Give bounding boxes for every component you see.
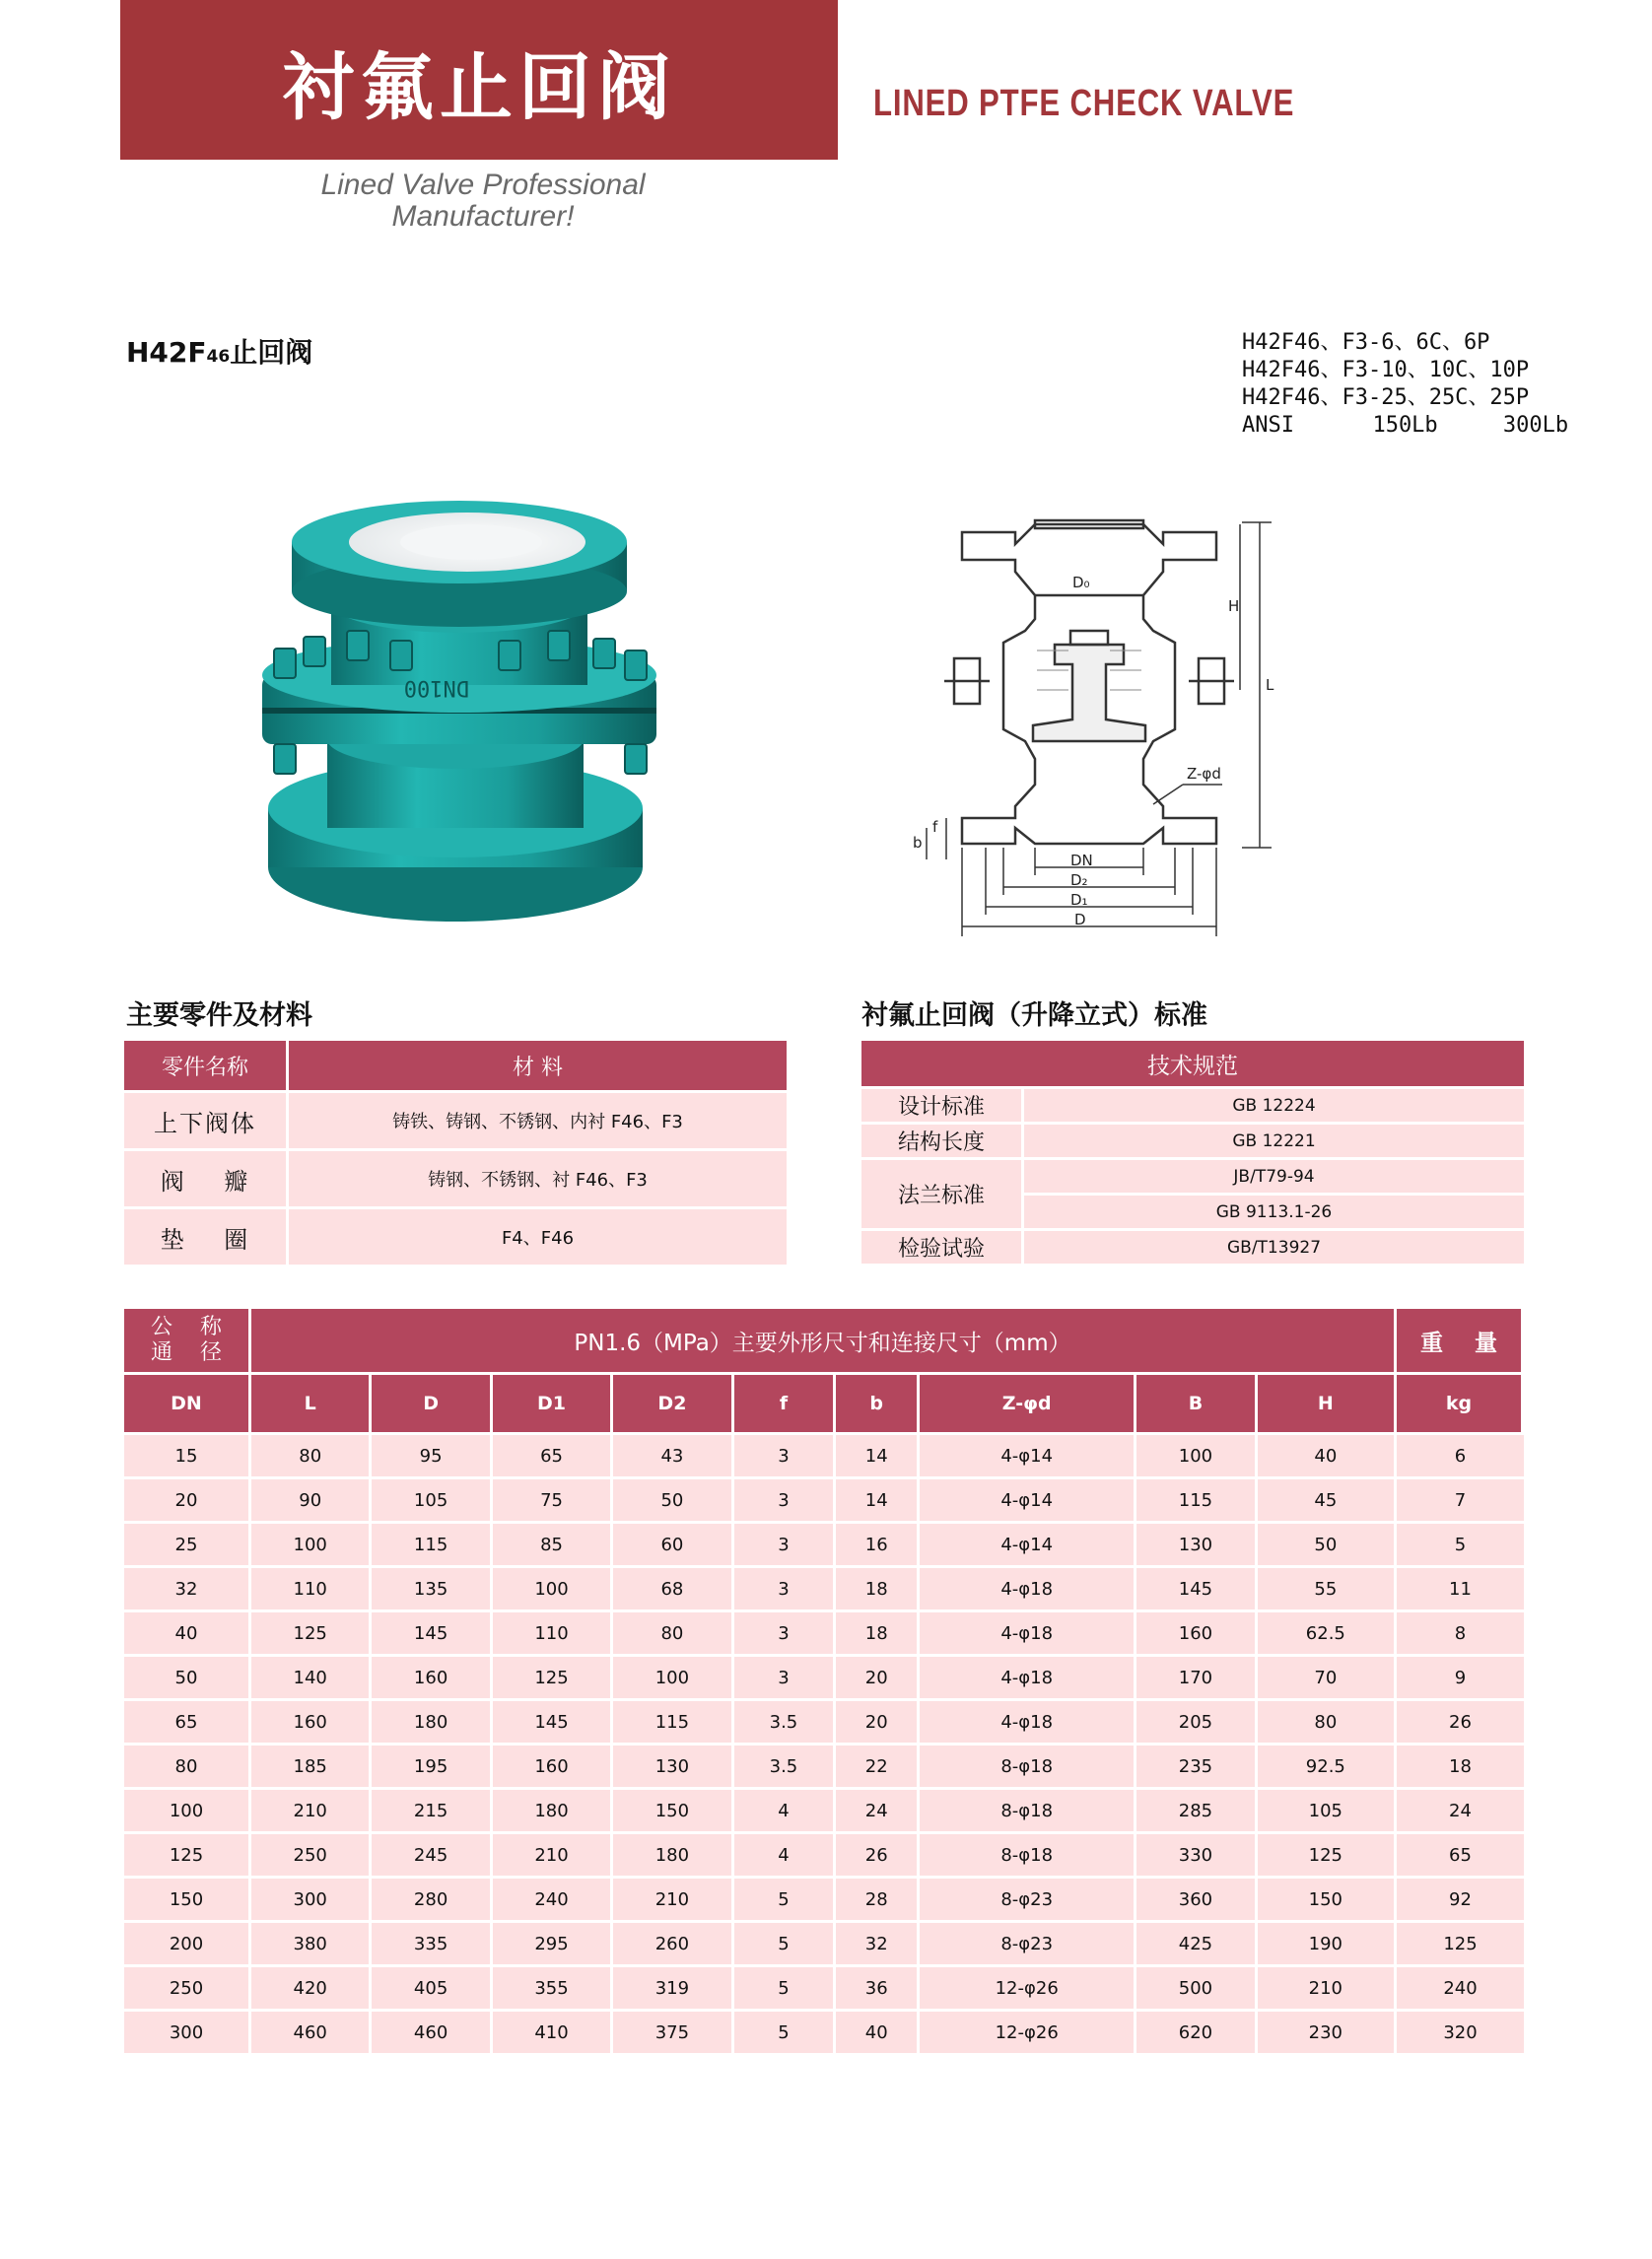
cell-h: 45 <box>1258 1476 1397 1521</box>
cell-b: 16 <box>836 1521 920 1565</box>
cell-kg: 24 <box>1397 1787 1524 1831</box>
table-row <box>861 1157 1524 1193</box>
cell-d: 105 <box>372 1476 492 1521</box>
table-row <box>124 1698 1524 1743</box>
cell-f: 3 <box>734 1565 837 1609</box>
cell-b: 145 <box>1136 1565 1257 1609</box>
nominal-line-2: 通 径 <box>151 1340 222 1365</box>
cell-b: 170 <box>1136 1654 1257 1698</box>
column-header-z-d: Z-φd <box>920 1372 1136 1432</box>
cell-z-d: 4-φ18 <box>920 1565 1136 1609</box>
cell-d2: 260 <box>613 1920 733 1964</box>
part-material: F4、F46 <box>289 1206 787 1265</box>
model-code-sub: 46 <box>206 347 231 367</box>
cell-l: 460 <box>251 2009 372 2053</box>
cell-b: 100 <box>1136 1432 1257 1476</box>
table-row <box>124 1609 1524 1654</box>
cell-d: 280 <box>372 1876 492 1920</box>
cell-dn: 200 <box>124 1920 251 1964</box>
cell-d: 195 <box>372 1743 492 1787</box>
tagline-line-2: Manufacturer! <box>391 200 575 233</box>
cell-h: 150 <box>1258 1876 1397 1920</box>
column-header-f: f <box>734 1372 837 1432</box>
standards-heading: 衬氟止回阀（升降立式）标准 <box>861 1000 1207 1031</box>
cell-d2: 375 <box>613 2009 733 2053</box>
cell-d: 160 <box>372 1654 492 1698</box>
cell-f: 3 <box>734 1521 837 1565</box>
label-d0: D₀ <box>1072 574 1090 591</box>
cell-dn: 25 <box>124 1521 251 1565</box>
cell-kg: 92 <box>1397 1876 1524 1920</box>
cell-f: 4 <box>734 1831 837 1876</box>
cell-d2: 180 <box>613 1831 733 1876</box>
column-header-kg: kg <box>1397 1372 1524 1432</box>
cell-b: 28 <box>836 1876 920 1920</box>
part-material: 铸钢、不锈钢、衬 F46、F3 <box>289 1148 787 1206</box>
cell-h: 190 <box>1258 1920 1397 1964</box>
tagline-line-1: Lined Valve Professional <box>320 169 646 201</box>
cell-d: 115 <box>372 1521 492 1565</box>
cell-d1: 145 <box>493 1698 613 1743</box>
cell-f: 5 <box>734 2009 837 2053</box>
label-f: f <box>932 818 938 836</box>
cell-d: 215 <box>372 1787 492 1831</box>
cell-d1: 210 <box>493 1831 613 1876</box>
materials-col-part: 零件名称 <box>124 1041 289 1090</box>
cell-f: 5 <box>734 1964 837 2009</box>
cell-f: 3 <box>734 1609 837 1654</box>
table-row <box>124 1654 1524 1698</box>
model-line: H42F46、F3-25、25C、25P <box>1242 385 1530 410</box>
cell-d: 180 <box>372 1698 492 1743</box>
cell-d1: 65 <box>493 1432 613 1476</box>
cell-z-d: 12-φ26 <box>920 2009 1136 2053</box>
cell-l: 110 <box>251 1565 372 1609</box>
cell-b: 26 <box>836 1831 920 1876</box>
cell-d: 245 <box>372 1831 492 1876</box>
cell-b: 14 <box>836 1476 920 1521</box>
dimensions-main-header: PN1.6（MPa）主要外形尺寸和连接尺寸（mm） <box>251 1309 1397 1372</box>
valve-photo <box>252 493 676 926</box>
cell-l: 185 <box>251 1743 372 1787</box>
dimensions-body <box>124 1432 1524 2053</box>
page-title-english: LINED PTFE CHECK VALVE <box>873 83 1295 124</box>
cell-d2: 150 <box>613 1787 733 1831</box>
cell-d1: 75 <box>493 1476 613 1521</box>
cell-d2: 115 <box>613 1698 733 1743</box>
cell-h: 105 <box>1258 1787 1397 1831</box>
cell-d2: 50 <box>613 1476 733 1521</box>
cell-d2: 43 <box>613 1432 733 1476</box>
model-heading <box>126 331 312 371</box>
cell-dn: 15 <box>124 1432 251 1476</box>
cell-f: 4 <box>734 1787 837 1831</box>
cell-d2: 80 <box>613 1609 733 1654</box>
model-line: ANSI 150Lb 300Lb <box>1242 413 1569 438</box>
cell-dn: 125 <box>124 1831 251 1876</box>
cell-f: 3.5 <box>734 1743 837 1787</box>
table-row <box>124 1565 1524 1609</box>
standard-label: 法兰标准 <box>861 1157 1024 1228</box>
cell-b: 18 <box>836 1609 920 1654</box>
cell-b: 425 <box>1136 1920 1257 1964</box>
cell-z-d: 4-φ14 <box>920 1432 1136 1476</box>
cell-h: 62.5 <box>1258 1609 1397 1654</box>
cell-dn: 80 <box>124 1743 251 1787</box>
table-row <box>124 1148 787 1206</box>
cell-z-d: 4-φ18 <box>920 1698 1136 1743</box>
cell-b: 130 <box>1136 1521 1257 1565</box>
cell-kg: 320 <box>1397 2009 1524 2053</box>
cell-dn: 50 <box>124 1654 251 1698</box>
cell-d1: 125 <box>493 1654 613 1698</box>
cell-b: 500 <box>1136 1964 1257 2009</box>
table-row <box>861 1122 1524 1157</box>
cell-b: 36 <box>836 1964 920 2009</box>
cell-b: 115 <box>1136 1476 1257 1521</box>
label-h: H <box>1228 597 1240 615</box>
cell-b: 24 <box>836 1787 920 1831</box>
cell-kg: 240 <box>1397 1964 1524 2009</box>
cell-b: 160 <box>1136 1609 1257 1654</box>
label-zd: Z-φd <box>1187 765 1221 783</box>
cell-kg: 6 <box>1397 1432 1524 1476</box>
cell-f: 3 <box>734 1432 837 1476</box>
cell-z-d: 4-φ18 <box>920 1654 1136 1698</box>
part-name: 垫 圈 <box>124 1206 289 1265</box>
cell-d: 135 <box>372 1565 492 1609</box>
cell-h: 40 <box>1258 1432 1397 1476</box>
cell-b: 235 <box>1136 1743 1257 1787</box>
section-diagram <box>887 493 1301 946</box>
table-row <box>124 1964 1524 2009</box>
cell-z-d: 4-φ14 <box>920 1476 1136 1521</box>
standards-table <box>861 1041 1524 1264</box>
column-header-d1: D1 <box>493 1372 613 1432</box>
cell-h: 210 <box>1258 1964 1397 2009</box>
cell-b: 205 <box>1136 1698 1257 1743</box>
nominal-line-1: 公 称 <box>151 1315 222 1339</box>
part-material: 铸铁、铸钢、不锈钢、内衬 F46、F3 <box>289 1090 787 1148</box>
model-list <box>1242 329 1568 440</box>
label-d1: D₁ <box>1070 891 1088 909</box>
cell-dn: 40 <box>124 1609 251 1654</box>
cell-z-d: 4-φ18 <box>920 1609 1136 1654</box>
model-code: H42F <box>126 336 207 369</box>
standard-value: GB 12224 <box>1024 1086 1524 1122</box>
materials-table <box>124 1041 787 1265</box>
cell-l: 100 <box>251 1521 372 1565</box>
label-b: b <box>913 834 923 852</box>
cell-dn: 65 <box>124 1698 251 1743</box>
standards-header: 技术规范 <box>861 1041 1524 1086</box>
cell-f: 5 <box>734 1876 837 1920</box>
cell-kg: 8 <box>1397 1609 1524 1654</box>
cell-l: 250 <box>251 1831 372 1876</box>
cell-dn: 250 <box>124 1964 251 2009</box>
cell-d1: 110 <box>493 1609 613 1654</box>
standard-value: GB/T13927 <box>1024 1228 1524 1264</box>
column-header-b: b <box>836 1372 920 1432</box>
cell-d: 405 <box>372 1964 492 2009</box>
standard-label: 设计标准 <box>861 1086 1024 1122</box>
cell-kg: 65 <box>1397 1831 1524 1876</box>
cell-l: 380 <box>251 1920 372 1964</box>
cell-h: 230 <box>1258 2009 1397 2053</box>
table-row <box>124 1743 1524 1787</box>
cell-b: 22 <box>836 1743 920 1787</box>
cell-d1: 240 <box>493 1876 613 1920</box>
label-d: D <box>1074 911 1086 928</box>
page-title: 衬氟止回阀 <box>282 45 676 130</box>
cell-d1: 85 <box>493 1521 613 1565</box>
cell-kg: 7 <box>1397 1476 1524 1521</box>
cell-d2: 319 <box>613 1964 733 2009</box>
weight-header: 重 量 <box>1397 1309 1524 1372</box>
tagline <box>296 170 670 233</box>
casting-text: DN100 <box>403 675 469 700</box>
cell-dn: 32 <box>124 1565 251 1609</box>
cell-f: 3.5 <box>734 1698 837 1743</box>
cell-d: 145 <box>372 1609 492 1654</box>
materials-heading: 主要零件及材料 <box>126 1000 312 1031</box>
cell-z-d: 8-φ18 <box>920 1831 1136 1876</box>
cell-z-d: 12-φ26 <box>920 1964 1136 2009</box>
cell-kg: 125 <box>1397 1920 1524 1964</box>
label-dn: DN <box>1070 852 1093 869</box>
column-header-dn: DN <box>124 1372 251 1432</box>
cell-z-d: 4-φ14 <box>920 1521 1136 1565</box>
cell-l: 420 <box>251 1964 372 2009</box>
table-row <box>124 2009 1524 2053</box>
cell-d1: 355 <box>493 1964 613 2009</box>
cell-z-d: 8-φ23 <box>920 1876 1136 1920</box>
cell-d2: 68 <box>613 1565 733 1609</box>
cell-l: 125 <box>251 1609 372 1654</box>
column-header-l: L <box>251 1372 372 1432</box>
model-line: H42F46、F3-10、10C、10P <box>1242 358 1530 382</box>
cell-dn: 150 <box>124 1876 251 1920</box>
cell-f: 3 <box>734 1476 837 1521</box>
cell-b: 32 <box>836 1920 920 1964</box>
cell-z-d: 8-φ18 <box>920 1787 1136 1831</box>
cell-l: 80 <box>251 1432 372 1476</box>
cell-kg: 5 <box>1397 1521 1524 1565</box>
cell-b: 360 <box>1136 1876 1257 1920</box>
dimensions-table <box>124 1309 1524 2053</box>
cell-z-d: 8-φ23 <box>920 1920 1136 1964</box>
cell-l: 210 <box>251 1787 372 1831</box>
standard-value: GB 12221 <box>1024 1122 1524 1157</box>
column-header-h: H <box>1258 1372 1397 1432</box>
cell-l: 300 <box>251 1876 372 1920</box>
cell-d: 460 <box>372 2009 492 2053</box>
column-header-d: D <box>372 1372 492 1432</box>
cell-h: 50 <box>1258 1521 1397 1565</box>
standard-label: 检验试验 <box>861 1228 1024 1264</box>
cell-b: 14 <box>836 1432 920 1476</box>
cell-d1: 410 <box>493 2009 613 2053</box>
standard-label: 结构长度 <box>861 1122 1024 1157</box>
standard-value: GB 9113.1-26 <box>1024 1193 1524 1228</box>
cell-d1: 180 <box>493 1787 613 1831</box>
cell-d2: 60 <box>613 1521 733 1565</box>
nominal-diameter-header <box>124 1309 251 1372</box>
cell-d1: 295 <box>493 1920 613 1964</box>
cell-h: 80 <box>1258 1698 1397 1743</box>
cell-h: 92.5 <box>1258 1743 1397 1787</box>
cell-d1: 160 <box>493 1743 613 1787</box>
cell-h: 70 <box>1258 1654 1397 1698</box>
cell-b: 40 <box>836 2009 920 2053</box>
label-l: L <box>1266 676 1274 694</box>
table-row <box>124 1432 1524 1476</box>
cell-b: 20 <box>836 1698 920 1743</box>
cell-l: 140 <box>251 1654 372 1698</box>
part-name: 上下阀体 <box>124 1090 289 1148</box>
cell-d2: 130 <box>613 1743 733 1787</box>
cell-b: 18 <box>836 1565 920 1609</box>
cell-l: 160 <box>251 1698 372 1743</box>
table-row <box>124 1206 787 1265</box>
cell-l: 90 <box>251 1476 372 1521</box>
materials-col-material: 材 料 <box>289 1041 787 1090</box>
cell-f: 5 <box>734 1920 837 1964</box>
cell-kg: 9 <box>1397 1654 1524 1698</box>
table-row <box>124 1787 1524 1831</box>
table-row <box>124 1476 1524 1521</box>
column-header-d2: D2 <box>613 1372 733 1432</box>
dimensions-column-headers <box>124 1372 1524 1432</box>
part-name: 阀 瓣 <box>124 1148 289 1206</box>
table-row <box>124 1920 1524 1964</box>
cell-z-d: 8-φ18 <box>920 1743 1136 1787</box>
cell-d: 335 <box>372 1920 492 1964</box>
table-row <box>124 1831 1524 1876</box>
cell-dn: 300 <box>124 2009 251 2053</box>
cell-kg: 18 <box>1397 1743 1524 1787</box>
label-d2: D₂ <box>1070 871 1088 889</box>
standard-value: JB/T79-94 <box>1024 1157 1524 1193</box>
table-row <box>861 1228 1524 1264</box>
model-name: 止回阀 <box>230 336 313 369</box>
table-row <box>861 1086 1524 1122</box>
cell-kg: 11 <box>1397 1565 1524 1609</box>
cell-b: 330 <box>1136 1831 1257 1876</box>
cell-h: 55 <box>1258 1565 1397 1609</box>
cell-f: 3 <box>734 1654 837 1698</box>
cell-d: 95 <box>372 1432 492 1476</box>
table-row <box>124 1876 1524 1920</box>
column-header-b: B <box>1136 1372 1257 1432</box>
cell-h: 125 <box>1258 1831 1397 1876</box>
cell-dn: 20 <box>124 1476 251 1521</box>
cell-dn: 100 <box>124 1787 251 1831</box>
table-row <box>124 1521 1524 1565</box>
cell-b: 20 <box>836 1654 920 1698</box>
table-row <box>124 1090 787 1148</box>
cell-b: 620 <box>1136 2009 1257 2053</box>
cell-d2: 210 <box>613 1876 733 1920</box>
cell-d1: 100 <box>493 1565 613 1609</box>
model-line: H42F46、F3-6、6C、6P <box>1242 330 1490 355</box>
cell-d2: 100 <box>613 1654 733 1698</box>
cell-kg: 26 <box>1397 1698 1524 1743</box>
cell-b: 285 <box>1136 1787 1257 1831</box>
